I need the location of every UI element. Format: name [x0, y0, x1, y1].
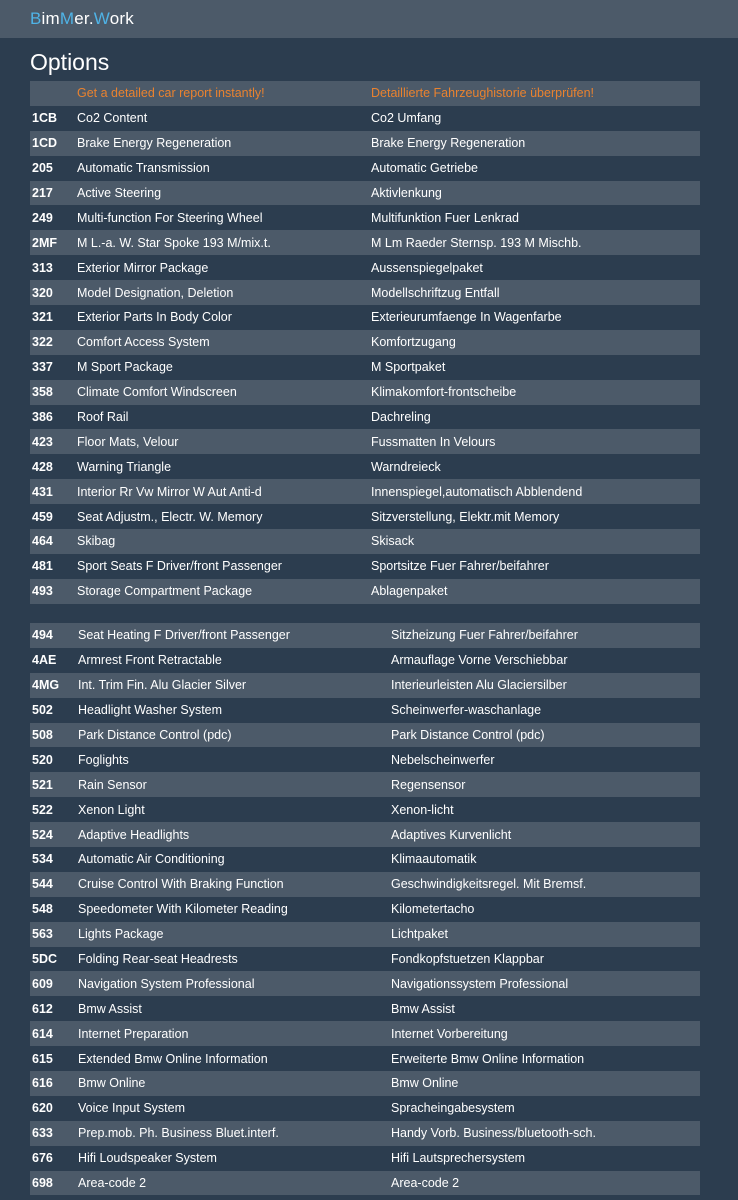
option-name-de: Handy Vorb. Business/bluetooth-sch. [391, 1121, 700, 1146]
option-name-de: Exterieurumfaenge In Wagenfarbe [371, 305, 700, 330]
option-row [30, 1171, 700, 1196]
option-name-en: Lights Package [78, 922, 391, 947]
option-name-en: Cruise Control With Braking Function [78, 872, 391, 897]
option-name-en: Extended Bmw Online Information [78, 1046, 391, 1071]
option-code: 217 [30, 181, 77, 206]
option-name-de: Dachreling [371, 405, 700, 430]
option-name-de: Nebelscheinwerfer [391, 747, 700, 772]
options-table-1 [30, 81, 700, 604]
option-name-en: Foglights [78, 747, 391, 772]
option-row [30, 996, 700, 1021]
option-code: 428 [30, 454, 77, 479]
option-code: 609 [30, 971, 78, 996]
option-code: 620 [30, 1096, 78, 1121]
page-title: Options [30, 49, 110, 75]
option-code: 502 [30, 698, 78, 723]
option-name-de: Innenspiegel,automatisch Abblendend [371, 479, 700, 504]
option-name-en: Sport Seats F Driver/front Passenger [77, 554, 371, 579]
option-row [30, 106, 700, 131]
promo-cell-de [371, 81, 700, 106]
option-row [30, 723, 700, 748]
logo-part-er: er. [74, 9, 94, 28]
option-name-en: Prep.mob. Ph. Business Bluet.interf. [78, 1121, 391, 1146]
option-row [30, 822, 700, 847]
option-name-de: Sitzverstellung, Elektr.mit Memory [371, 504, 700, 529]
option-name-en: Active Steering [77, 181, 371, 206]
option-row [30, 922, 700, 947]
option-name-de: Automatic Getriebe [371, 156, 700, 181]
option-name-en: Area-code 2 [78, 1171, 391, 1196]
option-name-en: Rain Sensor [78, 772, 391, 797]
option-code: 534 [30, 847, 78, 872]
option-name-en: Xenon Light [78, 797, 391, 822]
option-name-en: Storage Compartment Package [77, 579, 371, 604]
option-row [30, 205, 700, 230]
option-code: 615 [30, 1046, 78, 1071]
option-row [30, 280, 700, 305]
option-name-en: Multi-function For Steering Wheel [77, 205, 371, 230]
option-name-de: Sitzheizung Fuer Fahrer/beifahrer [391, 623, 700, 648]
option-code: 322 [30, 330, 77, 355]
option-name-de: Warndreieck [371, 454, 700, 479]
option-name-de: Klimakomfort-frontscheibe [371, 380, 700, 405]
option-name-de: Brake Energy Regeneration [371, 131, 700, 156]
option-code: 313 [30, 255, 77, 280]
option-code: 459 [30, 504, 77, 529]
logo-part-m: M [59, 9, 75, 28]
option-name-de: Ablagenpaket [371, 579, 700, 604]
option-name-de: Armauflage Vorne Verschiebbar [391, 648, 700, 673]
option-name-en: Folding Rear-seat Headrests [78, 947, 391, 972]
option-code: 544 [30, 872, 78, 897]
option-code: 431 [30, 479, 77, 504]
option-name-de: Erweiterte Bmw Online Information [391, 1046, 700, 1071]
option-code: 563 [30, 922, 78, 947]
option-row [30, 405, 700, 430]
option-row [30, 479, 700, 504]
option-name-de: Co2 Umfang [371, 106, 700, 131]
option-code: 493 [30, 579, 77, 604]
option-name-de: Scheinwerfer-waschanlage [391, 698, 700, 723]
option-name-en: Voice Input System [78, 1096, 391, 1121]
option-code: 205 [30, 156, 77, 181]
option-row [30, 181, 700, 206]
option-name-de: Modellschriftzug Entfall [371, 280, 700, 305]
option-name-en: Seat Adjustm., Electr. W. Memory [77, 504, 371, 529]
option-row [30, 1096, 700, 1121]
option-name-en: Model Designation, Deletion [77, 280, 371, 305]
option-row [30, 1071, 700, 1096]
promo-link-de[interactable]: Detaillierte Fahrzeughistorie überprüfen! [371, 86, 595, 101]
option-name-en: Automatic Transmission [77, 156, 371, 181]
option-code: 4MG [30, 673, 78, 698]
option-code: 508 [30, 723, 78, 748]
option-row [30, 772, 700, 797]
option-name-en: Int. Trim Fin. Alu Glacier Silver [78, 673, 391, 698]
option-code: 520 [30, 747, 78, 772]
option-code: 1CD [30, 131, 77, 156]
option-code: 614 [30, 1021, 78, 1046]
option-name-en: Warning Triangle [77, 454, 371, 479]
promo-spacer [30, 81, 77, 106]
option-name-de: Aktivlenkung [371, 181, 700, 206]
option-name-de: Xenon-licht [391, 797, 700, 822]
option-code: 321 [30, 305, 77, 330]
option-name-de: Klimaautomatik [391, 847, 700, 872]
option-name-de: Bmw Assist [391, 996, 700, 1021]
option-name-de: Skisack [371, 529, 700, 554]
option-row [30, 380, 700, 405]
option-row [30, 554, 700, 579]
option-row [30, 747, 700, 772]
option-name-de: Navigationssystem Professional [391, 971, 700, 996]
option-name-en: Headlight Washer System [78, 698, 391, 723]
option-row [30, 897, 700, 922]
option-code: 337 [30, 355, 77, 380]
option-code: 386 [30, 405, 77, 430]
option-name-en: M Sport Package [77, 355, 371, 380]
option-code: 481 [30, 554, 77, 579]
option-code: 616 [30, 1071, 78, 1096]
option-code: 548 [30, 897, 78, 922]
option-row [30, 230, 700, 255]
option-name-de: Fussmatten In Velours [371, 429, 700, 454]
option-name-en: Bmw Online [78, 1071, 391, 1096]
option-name-en: Co2 Content [77, 106, 371, 131]
option-row [30, 971, 700, 996]
option-name-de: M Lm Raeder Sternsp. 193 M Mischb. [371, 230, 700, 255]
option-name-de: Park Distance Control (pdc) [391, 723, 700, 748]
option-name-en: Floor Mats, Velour [77, 429, 371, 454]
option-row [30, 872, 700, 897]
option-name-de: Sportsitze Fuer Fahrer/beifahrer [371, 554, 700, 579]
option-name-de: Area-code 2 [391, 1171, 700, 1196]
option-row [30, 156, 700, 181]
option-name-de: Fondkopfstuetzen Klappbar [391, 947, 700, 972]
logo-part-b: B [30, 9, 42, 28]
option-name-de: Lichtpaket [391, 922, 700, 947]
option-name-en: Climate Comfort Windscreen [77, 380, 371, 405]
option-code: 358 [30, 380, 77, 405]
option-row [30, 673, 700, 698]
option-row [30, 648, 700, 673]
option-row [30, 504, 700, 529]
option-name-en: Speedometer With Kilometer Reading [78, 897, 391, 922]
option-name-de: Spracheingabesystem [391, 1096, 700, 1121]
top-bar [0, 0, 738, 38]
option-name-en: Comfort Access System [77, 330, 371, 355]
option-code: 4AE [30, 648, 78, 673]
promo-cell-en [77, 81, 371, 106]
option-row [30, 1121, 700, 1146]
option-row [30, 529, 700, 554]
option-name-de: Hifi Lautsprechersystem [391, 1146, 700, 1171]
option-code: 612 [30, 996, 78, 1021]
option-name-en: Hifi Loudspeaker System [78, 1146, 391, 1171]
option-name-en: Skibag [77, 529, 371, 554]
option-code: 249 [30, 205, 77, 230]
option-code: 320 [30, 280, 77, 305]
option-row [30, 623, 700, 648]
option-name-de: Bmw Online [391, 1071, 700, 1096]
option-code: 2MF [30, 230, 77, 255]
option-row [30, 698, 700, 723]
option-row [30, 255, 700, 280]
logo-part-ork: ork [109, 9, 134, 28]
option-name-en: Automatic Air Conditioning [78, 847, 391, 872]
option-name-de: Internet Vorbereitung [391, 1021, 700, 1046]
option-row [30, 797, 700, 822]
option-row [30, 330, 700, 355]
option-code: 524 [30, 822, 78, 847]
option-name-de: Adaptives Kurvenlicht [391, 822, 700, 847]
option-name-de: Kilometertacho [391, 897, 700, 922]
option-name-de: Interieurleisten Alu Glaciersilber [391, 673, 700, 698]
option-name-en: Seat Heating F Driver/front Passenger [78, 623, 391, 648]
option-row [30, 847, 700, 872]
promo-link-en[interactable]: Get a detailed car report instantly! [77, 86, 265, 101]
option-name-de: Multifunktion Fuer Lenkrad [371, 205, 700, 230]
option-code: 521 [30, 772, 78, 797]
option-row [30, 131, 700, 156]
option-name-de: Komfortzugang [371, 330, 700, 355]
option-code: 1CB [30, 106, 77, 131]
option-code: 522 [30, 797, 78, 822]
option-code: 676 [30, 1146, 78, 1171]
option-name-en: Armrest Front Retractable [78, 648, 391, 673]
option-name-en: Bmw Assist [78, 996, 391, 1021]
option-name-en: M L.-a. W. Star Spoke 193 M/mix.t. [77, 230, 371, 255]
option-name-de: Geschwindigkeitsregel. Mit Bremsf. [391, 872, 700, 897]
option-name-de: Regensensor [391, 772, 700, 797]
option-name-de: M Sportpaket [371, 355, 700, 380]
option-code: 464 [30, 529, 77, 554]
option-row [30, 947, 700, 972]
logo-part-im: im [41, 9, 60, 28]
option-code: 633 [30, 1121, 78, 1146]
option-row [30, 429, 700, 454]
option-row [30, 579, 700, 604]
option-code: 698 [30, 1171, 78, 1196]
option-name-en: Exterior Parts In Body Color [77, 305, 371, 330]
option-row [30, 1021, 700, 1046]
option-name-en: Brake Energy Regeneration [77, 131, 371, 156]
option-row [30, 1146, 700, 1171]
option-name-en: Adaptive Headlights [78, 822, 391, 847]
option-name-en: Park Distance Control (pdc) [78, 723, 391, 748]
promo-row [30, 81, 700, 106]
site-logo[interactable] [30, 9, 134, 29]
option-row [30, 454, 700, 479]
logo-part-w: W [93, 9, 110, 28]
option-code: 423 [30, 429, 77, 454]
option-name-en: Roof Rail [77, 405, 371, 430]
option-code: 494 [30, 623, 78, 648]
option-name-de: Aussenspiegelpaket [371, 255, 700, 280]
options-table-2 [30, 623, 700, 1195]
option-name-en: Internet Preparation [78, 1021, 391, 1046]
option-row [30, 355, 700, 380]
option-name-en: Exterior Mirror Package [77, 255, 371, 280]
option-row [30, 305, 700, 330]
option-row [30, 1046, 700, 1071]
option-name-en: Interior Rr Vw Mirror W Aut Anti-d [77, 479, 371, 504]
option-code: 5DC [30, 947, 78, 972]
option-name-en: Navigation System Professional [78, 971, 391, 996]
